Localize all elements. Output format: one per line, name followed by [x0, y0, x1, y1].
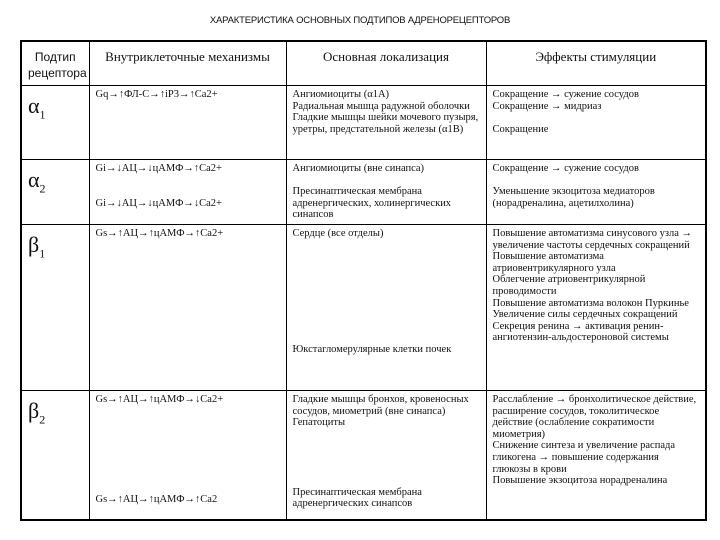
mechanism-cell: Gs→↑АЦ→↑цАМФ→↓Ca2+ Gs→↑АЦ→↑цАМФ→↑Ca2 [89, 390, 286, 520]
subtype-cell: $\beta_2$ [21, 390, 89, 520]
adrenoreceptor-table [20, 40, 707, 521]
effects-cell: Расслабление → бронхолитическое действие, расширение сосудов, токолитическое действие (ослабление сократимости миометрия) Снижение синтеза и увеличение распада гликогена → повышение содержания глюкозы в крови Повышение экзоцитоза норадреналина [486, 390, 706, 520]
localization-cell: Ангиомиоциты (вне синапса) Пресинаптическая мембрана адренергических, холинергических синапсов [286, 160, 486, 225]
table-row-beta1 [21, 224, 706, 390]
mechanism-cell: Gs→↑АЦ→↑цАМФ→↑Ca2+ [89, 224, 286, 390]
mechanism-cell: Gq→↑ФЛ-С→↑iP3→↑Ca2+ [89, 86, 286, 160]
header-row [21, 41, 706, 86]
localization-cell: Ангиомиоциты (α1A) Радиальная мышца радужной оболочки Гладкие мышцы шейки мочевого пузыря, уретры, предстательной железы (α1B) [286, 86, 486, 160]
document-title: ХАРАКТЕРИСТИКА ОСНОВНЫХ ПОДТИПОВ АДРЕНОРЕЦЕПТОРОВ [209, 15, 511, 26]
table-row-alpha2 [21, 160, 706, 225]
mechanism-cell: Gi→↓АЦ→↓цАМФ→↑Ca2+ Gi→↓АЦ→↓цАМФ→↓Ca2+ [89, 160, 286, 225]
table-row-alpha1 [21, 86, 706, 160]
effects-cell: Сокращение → сужение сосудов Уменьшение экзоцитоза медиаторов (норадреналина, ацетилхолина) [486, 160, 706, 225]
localization-cell: Сердце (все отделы) Юкстагломерулярные клетки почек [286, 224, 486, 390]
effects-cell: Сокращение → сужение сосудов Сокращение → мидриаз Сокращение [486, 86, 706, 160]
subtype-cell: $\alpha_2$ [21, 160, 89, 225]
subtype-cell: $\alpha_1$ [21, 86, 89, 160]
header-subtype: Подтип рецептора [21, 41, 89, 86]
localization-cell: Гладкие мышцы бронхов, кровеносных сосудов, миометрий (вне синапса) Гепатоциты Пресинаптическая мембрана адренергических синапсов [286, 390, 486, 520]
header-localization: Основная локализация [286, 41, 486, 86]
table-row-beta2 [21, 390, 706, 520]
header-effects: Эффекты стимуляции [486, 41, 706, 86]
effects-cell: Повышение автоматизма синусового узла → увеличение частоты сердечных сокращений Повышение автоматизма атриовентрикулярного узла Облегчение атриовентрикулярной проводимости Повышение автоматизма волокон Пуркинье Увеличение силы сердечных сокращений Секреция ренина → активация ренин-ангиотензин-альдостероновой системы [486, 224, 706, 390]
subtype-cell: $\beta_1$ [21, 224, 89, 390]
header-mechanisms: Внутриклеточные механизмы [89, 41, 286, 86]
